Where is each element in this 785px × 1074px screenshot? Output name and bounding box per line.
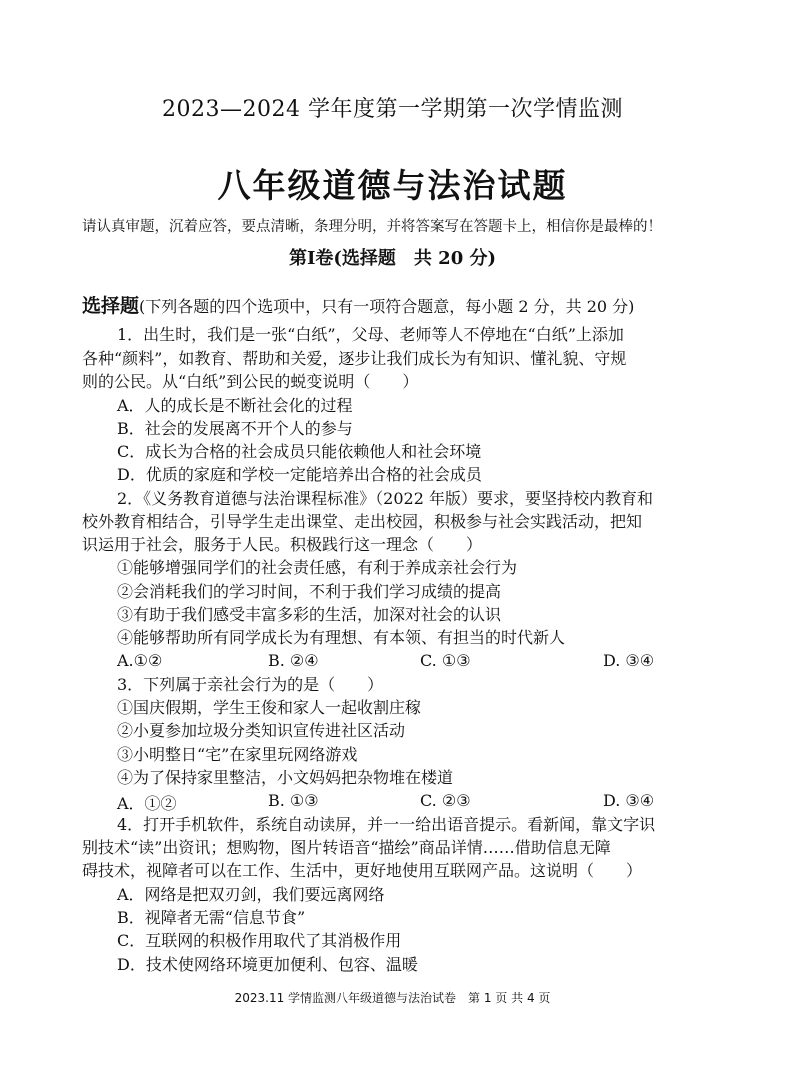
section-title: 第Ⅰ卷(选择题 共 20 分) xyxy=(288,248,497,269)
page-footer: 2023.11 学情监测八年级道德与法治试卷 第 1 页 共 4 页 xyxy=(234,991,551,1005)
q2-stem-line-1: 2．《义务教育道德与法治课程标准》（2022 年版）要求，要坚持校内教育和 xyxy=(117,489,653,508)
q1-option-d: D．优质的家庭和学校一定能培养出合格的社会成员 xyxy=(117,465,482,484)
q4-option-b: B．视障者无需“信息节食” xyxy=(117,908,306,927)
q1-option-a: A．人的成长是不断社会化的过程 xyxy=(117,396,353,415)
q2-statement-3: ③有助于我们感受丰富多彩的生活，加深对社会的认识 xyxy=(117,605,502,624)
q4-option-a: A．网络是把双刃剑，我们要远离网络 xyxy=(117,885,385,904)
q2-option-c: C. ①③ xyxy=(420,651,471,670)
q4-stem-line-2: 别技术“读”出资讯；想购物，图片转语音“描绘”商品详情……借助信息无障 xyxy=(82,838,611,857)
q4-stem-line-3: 碍技术，视障者可以在工作、生活中，更好地使用互联网产品。这说明（ ） xyxy=(82,861,643,880)
main-title: 八年级道德与法治试题 xyxy=(217,166,568,205)
q3-stem: 3．下列属于亲社会行为的是（ ） xyxy=(117,675,384,694)
q4-option-d: D．技术使网络环境更加便利、包容、温暖 xyxy=(117,955,418,974)
q3-option-c: C. ②③ xyxy=(420,791,471,810)
section-lead: 选择题 xyxy=(82,295,140,317)
year-title: 2023—2024 学年度第一学期第一次学情监测 xyxy=(162,97,623,122)
instruction-text: 请认真审题，沉着应答，要点清晰，条理分明，并将答案写在答题卡上，相信你是最棒的！ xyxy=(82,219,662,235)
q2-stem-line-3: 识运用于社会，服务于人民。积极践行这一理念（ ） xyxy=(82,535,483,554)
section-intro xyxy=(82,291,634,318)
q3-statement-4: ④为了保持家里整洁，小文妈妈把杂物堆在楼道 xyxy=(117,768,454,787)
q3-statement-2: ②小夏参加垃圾分类知识宣传进社区活动 xyxy=(117,721,406,740)
q2-option-b: B. ②④ xyxy=(268,651,319,670)
q2-option-d: D. ③④ xyxy=(603,651,655,670)
q1-option-c: C．成长为合格的社会成员只能依赖他人和社会环境 xyxy=(117,442,482,461)
q2-option-a: A.①② xyxy=(117,651,163,670)
q2-statement-2: ②会消耗我们的学习时间，不利于我们学习成绩的提高 xyxy=(117,582,502,601)
section-intro-text: (下列各题的四个选项中，只有一项符合题意，每小题 2 分，共 20 分) xyxy=(139,297,635,316)
q1-stem-line-1: 1．出生时，我们是一张“白纸”，父母、老师等人不停地在“白纸”上添加 xyxy=(117,325,624,344)
q1-option-b: B．社会的发展离不开个人的参与 xyxy=(117,419,353,438)
q4-option-c: C．互联网的积极作用取代了其消极作用 xyxy=(117,931,402,950)
q3-option-a: A．①② xyxy=(117,794,177,813)
q3-statement-1: ①国庆假期，学生王俊和家人一起收割庄稼 xyxy=(117,698,422,717)
q2-stem-line-2: 校外教育相结合，引导学生走出课堂、走出校园，积极参与社会实践活动，把知 xyxy=(82,512,643,531)
q4-stem-line-1: 4．打开手机软件，系统自动读屏，并一一给出语音提示。看新闻，靠文字识 xyxy=(117,815,656,834)
q3-option-b: B. ①③ xyxy=(268,791,319,810)
q1-stem-line-3: 则的公民。从“白纸”到公民的蜕变说明（ ） xyxy=(82,372,419,391)
q1-stem-line-2: 各种“颜料”，如教育、帮助和关爱，逐步让我们成长为有知识、懂礼貌、守规 xyxy=(82,349,627,368)
q2-statement-1: ①能够增强同学们的社会责任感，有利于养成亲社会行为 xyxy=(117,558,518,577)
q3-statement-3: ③小明整日“宅”在家里玩网络游戏 xyxy=(117,745,358,764)
q3-option-d: D. ③④ xyxy=(603,791,655,810)
q2-statement-4: ④能够帮助所有同学成长为有理想、有本领、有担当的时代新人 xyxy=(117,628,566,647)
